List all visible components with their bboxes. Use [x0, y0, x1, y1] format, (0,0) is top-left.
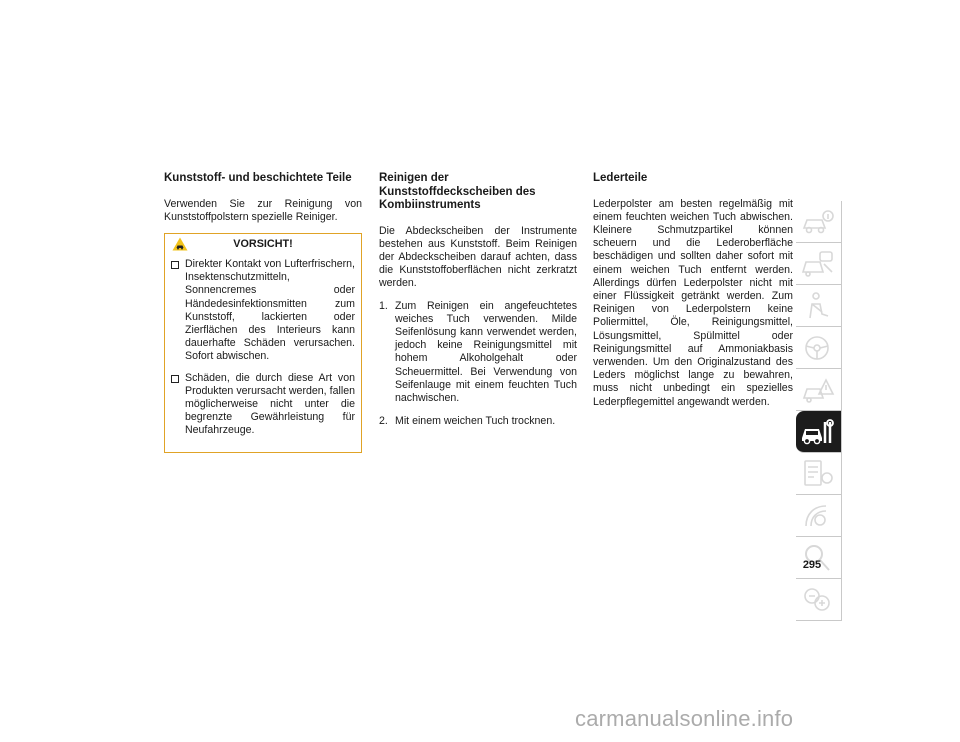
car-wrench-icon: [800, 416, 836, 448]
column-instrument-cluster: [379, 172, 577, 438]
bullet-square-icon: [171, 261, 179, 269]
tab-index[interactable]: [796, 537, 842, 579]
warning-car-icon: [172, 237, 188, 251]
tab-safety[interactable]: [796, 285, 842, 327]
car-info-icon: [800, 206, 836, 238]
caution-box: [164, 233, 362, 453]
caution-bullet: Schäden, die durch diese Art von Produkten verursacht werden, fallen möglicherweise nicht unter die begrenzte Gewährleistung für Neufahrzeuge.: [171, 372, 355, 438]
list-item: 1. Zum Reinigen ein angefeuchtetes weiches Tuch verwenden. Milde Seifenlösung kann verwendet werden, jedoch keine Reinigungsmittel mit hohem Alkoholgehalt oder Scheuermittel. Bei Verwendung von Seifenlauge mit einem feuchten Tuch nachwischen.: [379, 299, 577, 404]
column-leather-parts: [593, 172, 793, 418]
tab-car-info[interactable]: [796, 201, 842, 243]
heading-leather-parts: Lederteile: [593, 172, 648, 184]
multimedia-icon: [800, 500, 836, 532]
car-warning-icon: [800, 374, 836, 406]
tab-multimedia[interactable]: [796, 495, 842, 537]
caution-title: VORSICHT!: [233, 237, 293, 250]
watermark-text: carmanualsonline.info: [575, 706, 794, 731]
caution-bullet: Direkter Kontakt von Lufterfrischern, Insektenschutzmitteln, Sonnencremes oder Händedesinfektionsmitten zum Kunststoff, lackierten oder Zierflächen des Interieurs kann dauerhafte Schäden verursachen. Sofort abwischen.: [171, 258, 355, 364]
tab-specifications[interactable]: [796, 453, 842, 495]
list-item: 2. Mit einem weichen Tuch trocknen.: [379, 415, 556, 428]
chapter-tabs: [796, 201, 842, 621]
column-plastic-parts: [164, 172, 362, 453]
specifications-list-icon: [800, 458, 836, 490]
bullet-square-icon: [171, 375, 179, 383]
heading-instrument-cluster: Reinigen der Kunststoffdeckscheiben des Kombiinstruments: [379, 172, 536, 211]
tab-dashboard[interactable]: [796, 243, 842, 285]
intro-plastic-parts: Verwenden Sie zur Reinigung von Kunststoffpolstern spezielle Reiniger.: [164, 197, 362, 223]
text-leather-parts: Lederpolster am besten regelmäßig mit einem feuchten weichen Tuch abwischen. Kleinere Schmutzpartikel können scheuern und die Lederoberfläche beschädigen und sollten daher sofort mit einem weichen Tuch entfernt werden. Allerdings dürfen Lederpolster nicht mit einer Flüssigkeit getränkt werden. Zum Reinigen von Lederpolstern keine Poliermittel, Öle, Reinigungsmittel, Lösungsmittel, Spülmittel oder Reinigungsmittel auf Ammoniakbasis verwenden. Um den Originalzustand des Leders möglichst lange zu bewahren, muss nicht unbedingt ein spezielles Lederpflegemittel angewandt werden.: [593, 197, 793, 408]
car-dashboard-icon: [800, 248, 836, 280]
seatbelt-person-icon: [800, 290, 836, 322]
tab-emergency[interactable]: [796, 369, 842, 411]
tab-driving[interactable]: [796, 327, 842, 369]
tab-languages[interactable]: [796, 579, 842, 621]
heading-plastic-parts: Kunststoff- und beschichtete Teile: [164, 172, 352, 184]
intro-instrument-cluster: Die Abdeckscheiben der Instrumente bestehen aus Kunststoff. Beim Reinigen der Abdeckscheiben darauf achten, dass die Kunststoffoberflächen nicht zerkratzt werden.: [379, 224, 577, 290]
page-number: 295: [802, 559, 822, 571]
caution-header: [169, 234, 357, 254]
steering-wheel-icon: [800, 332, 836, 364]
tab-servicing[interactable]: [796, 411, 842, 453]
cleaning-steps: [379, 300, 577, 429]
languages-icon: [800, 584, 836, 616]
